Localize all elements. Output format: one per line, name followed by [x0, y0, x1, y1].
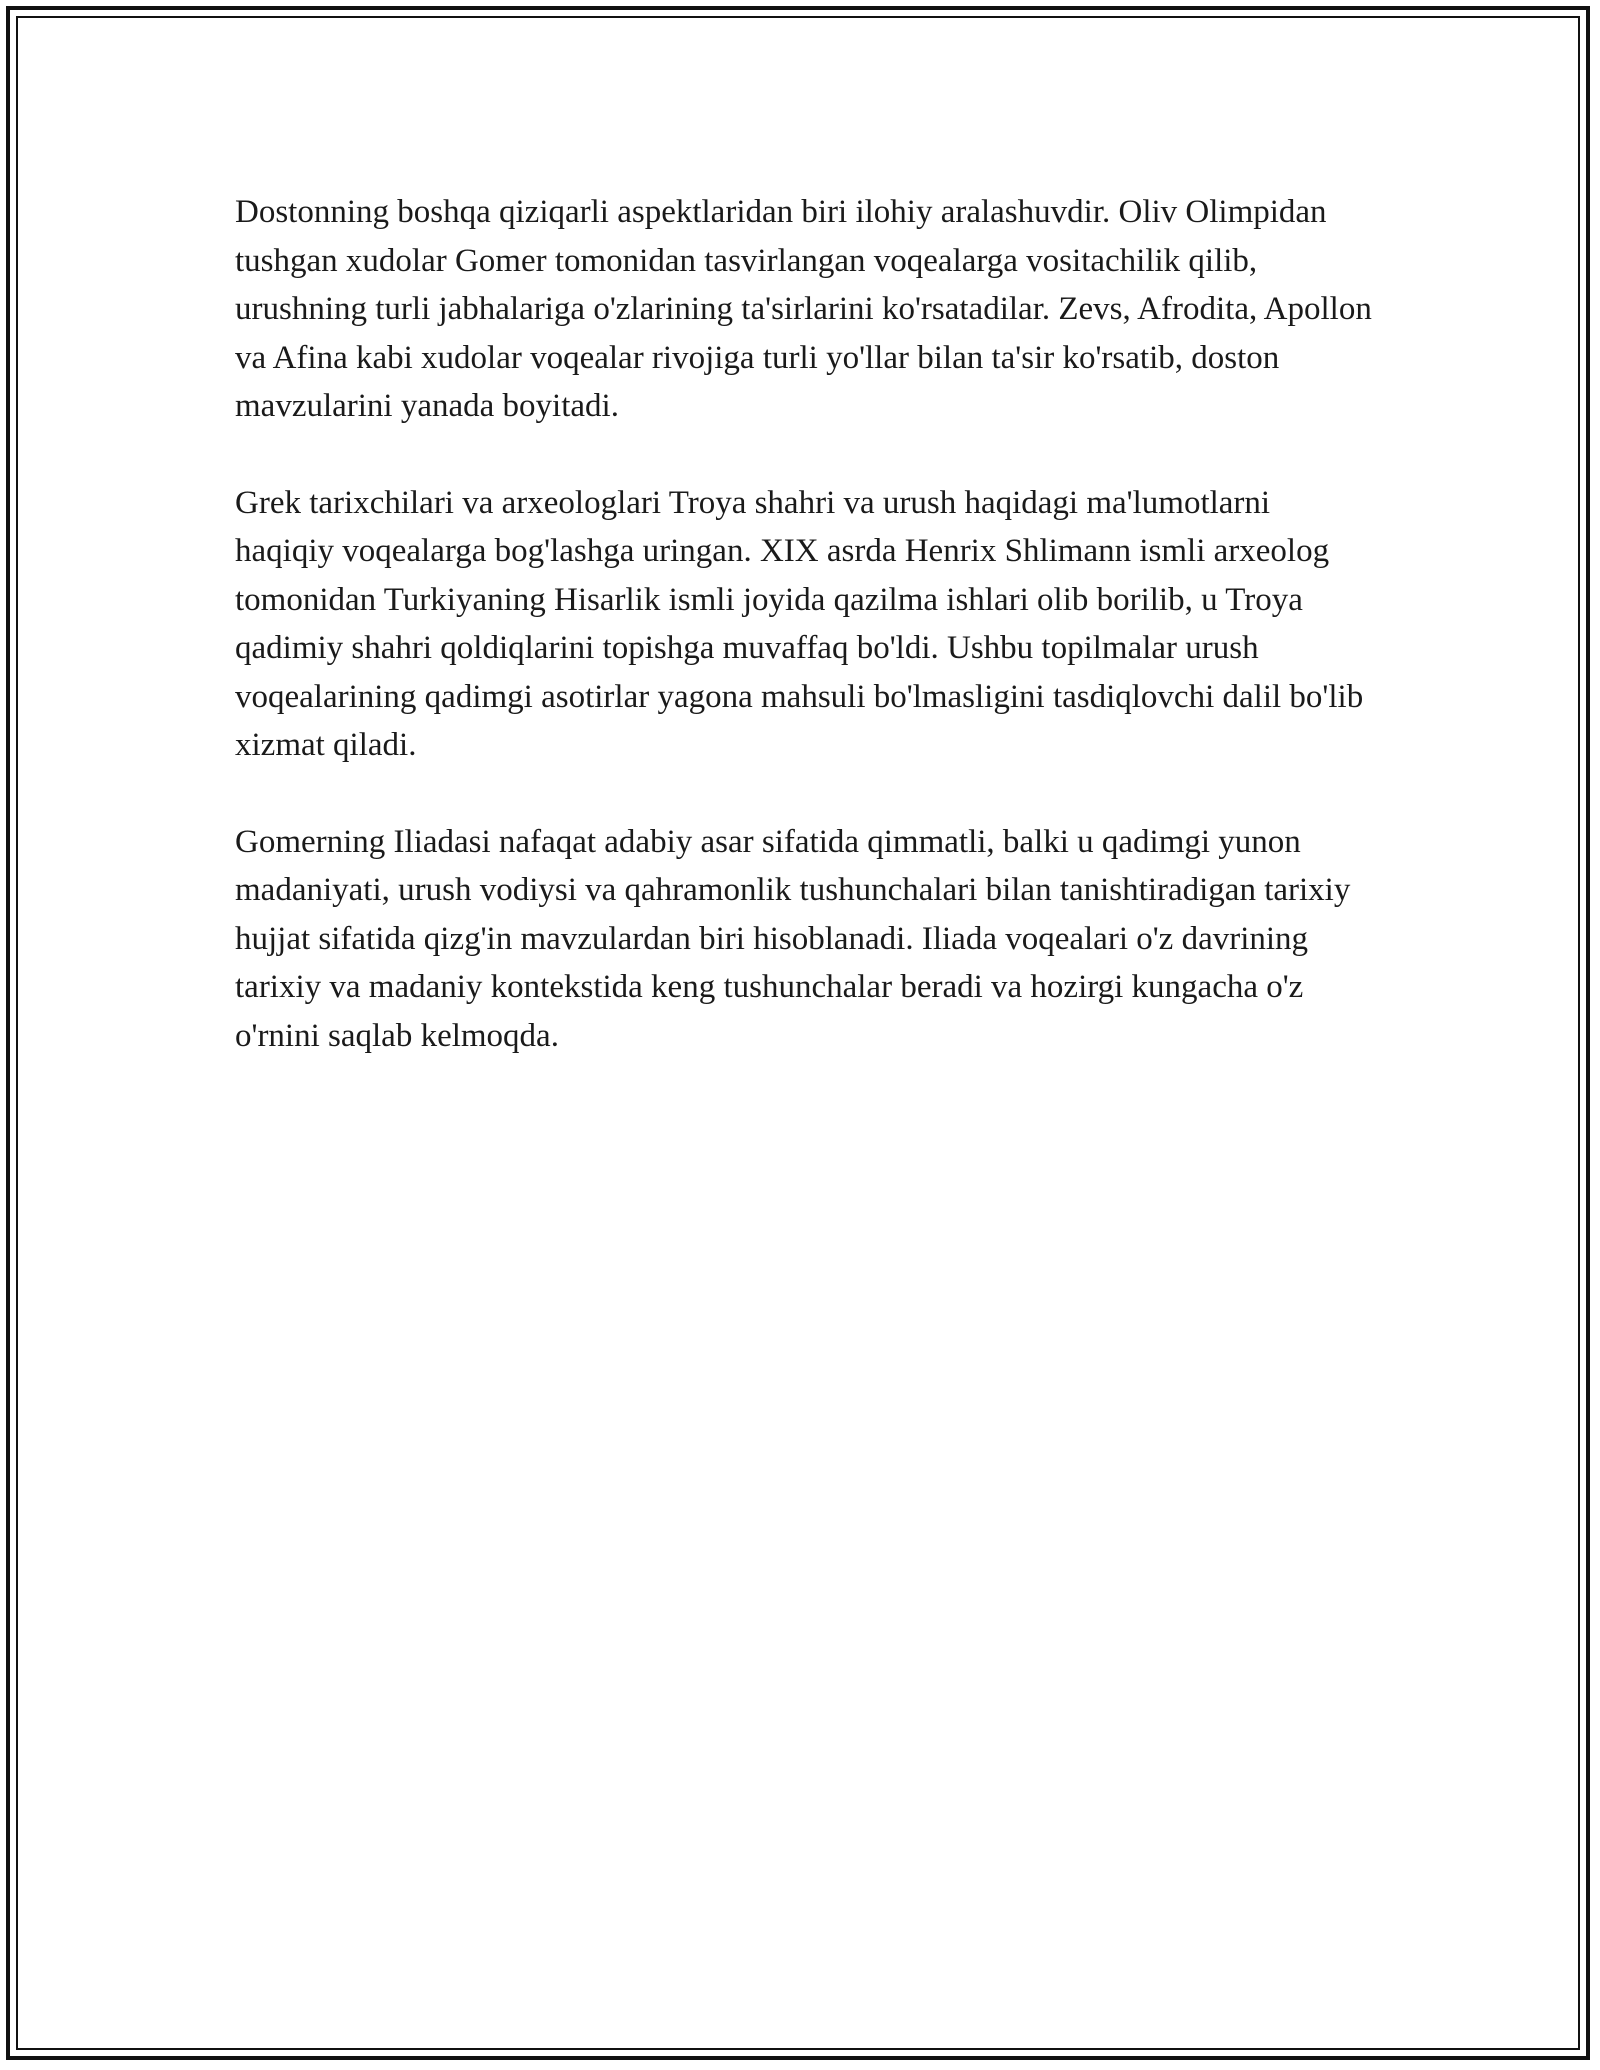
paragraph-divine-intervention: Dostonning boshqa qiziqarli aspektlaridan biri ilohiy aralashuvdir. Oliv Olimpidan tushgan xudolar Gomer tomonidan tasvirlangan voqealarga vositachilik qilib, urushning turli jabhalariga o'zlarining ta'sirlarini ko'rsatadilar. Zevs, Afrodita, Apollon va Afina kabi xudolar voqealar rivojiga turli yo'llar bilan ta'sir ko'rsatib, doston mavzularini yanada boyitadi.	[235, 194, 1372, 424]
paragraph-iliad-significance: Gomerning Iliadasi nafaqat adabiy asar sifatida qimmatli, balki u qadimgi yunon madaniyati, urush vodiysi va qahramonlik tushunchalari bilan tanishtiradigan tarixiy hujjat sifatida qizg'in mavzulardan biri hisoblanadi. Iliada voqealari o'z davrining tarixiy va madaniy kontekstida keng tushunchalar beradi va hozirgi kungacha o'z o'rnini saqlab kelmoqda.	[235, 823, 1351, 1054]
paragraph-archaeology: Grek tarixchilari va arxeologlari Troya shahri va urush haqidagi ma'lumotlarni haqiqiy voqealarga bog'lashga uringan. XIX asrda Henrix Shlimann ismli arxeolog tomonidan Turkiyaning Hisarlik ismli joyida qazilma ishlari olib borilib, u Troya qadimiy shahri qoldiqlarini topishga muvaffaq bo'ldi. Ushbu topilmalar urush voqealarining qadimgi asotirlar yagona mahsuli bo'lmasligini tasdiqlovchi dalil bo'lib xizmat qiladi.	[235, 484, 1364, 763]
document-body	[235, 188, 1375, 1108]
